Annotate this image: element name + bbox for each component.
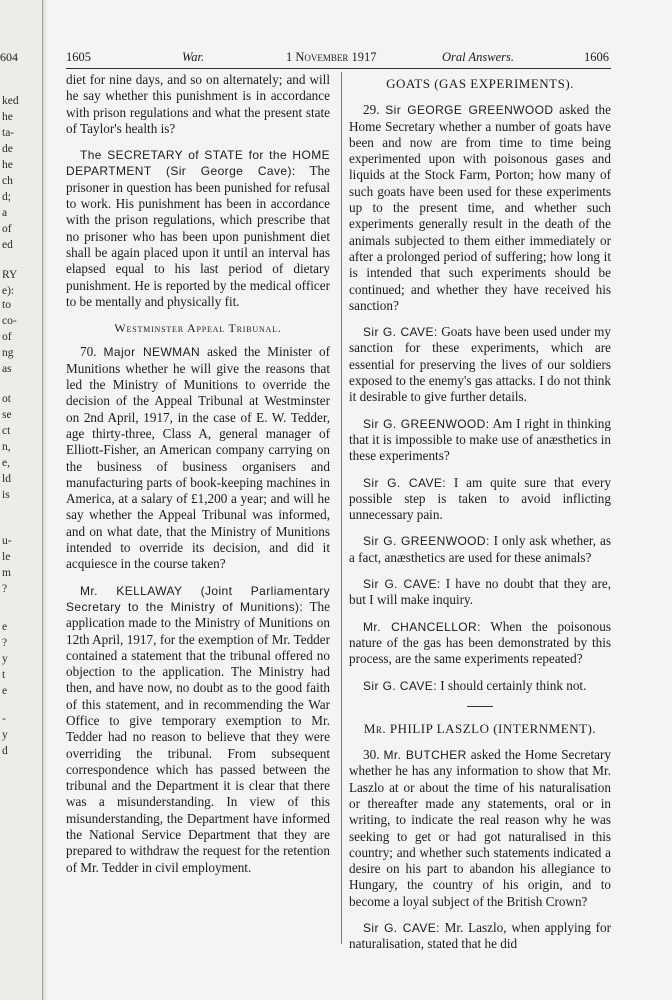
speech-text: Goats have been used under my sanction for these experiments, which are essential for preserving the lives of our soldiers exposed to the enemy's gas attacks. I do not think it desirable to give further details. [349, 324, 611, 405]
previous-page-fragment: d [2, 745, 8, 757]
previous-page-fragment: ? [2, 637, 8, 649]
speech-text: asked the Home Secretary whether he has any information to show that Mr. Laszlo at or about the time of his naturalisation or thereafter made any statements, oral or in writing, to indicate the real reason why he was seeking to get or had got naturalised in this country; and whether such statements indicated a desire on his part to abandon his allegiance to Hungary, the country of his origin, and to become a loyal subject of the British Crown? [349, 747, 612, 909]
speaker: Sir G. CAVE: [363, 577, 441, 592]
paragraph [349, 576, 611, 609]
paragraph [66, 147, 330, 310]
question-paragraph [66, 344, 330, 572]
previous-page-fragment: as [2, 363, 12, 375]
speech-text: When the poisonous nature of the gas has been demonstrated by this process, are the same experiments repeated? [349, 618, 611, 667]
previous-page-fragment: ed [2, 239, 13, 251]
speech-text: The application made to the Ministry of Munitions on 12th April, 1917, for the exemption of Mr. Tedder contained a statement that the tribunal offered no objection to the application. The Ministry had then, and have now, no doubt as to the good faith of this statement, and in recommending the War Office to give temporary exemption to Mr. Tedder had no reason to believe that they were overriding the tribunal. From subsequent correspondence which has passed between the tribunal and the Department it is clear that there was a misunderstanding. In view of this misunderstanding, the Department have informed the National Service Department that they are prepared to withdraw the request for the retention of Mr. Tedder in civil employment. [66, 598, 330, 875]
speech-text: I am quite sure that every possible step is taken to avoid inflicting unnecessary pain. [349, 474, 611, 523]
paragraph [66, 583, 330, 876]
speech-text: Am I right in thinking that it is impossible to make use of anæsthetics in these experiments? [349, 415, 611, 464]
question-number: 70. [80, 344, 104, 360]
paragraph [349, 533, 611, 566]
question-number: 30. [363, 747, 384, 763]
speaker: Mr. KELLAWAY (Joint Parliamentary Secretary to the Ministry of Munitions): [66, 583, 330, 614]
paragraph [349, 619, 611, 668]
previous-page-fragment: m [2, 567, 11, 579]
speaker: Mr. BUTCHER [383, 748, 467, 763]
page-number-right: 1606 [584, 50, 609, 64]
previous-page-fragment: of [2, 223, 12, 235]
previous-page-fragment: ng [2, 347, 14, 359]
speech-text: Mr. Laszlo, when applying for naturalisation, stated that he did [349, 920, 611, 952]
previous-page-fragment: y [2, 729, 8, 741]
previous-page-fragment: of [2, 331, 12, 343]
speech-text: I only ask whether, as a fact, anæsthetics are used for these animals? [349, 533, 611, 565]
previous-page-fragment: le [2, 551, 11, 563]
column-divider [341, 72, 342, 944]
section-heading: Mr. PHILIP LASZLO (INTERNMENT). [363, 720, 597, 736]
previous-page-fragment: u- [2, 535, 12, 547]
speech-text: I have no doubt that they are, but I will make inquiry. [349, 576, 611, 608]
speech-text: asked the Minister of Munitions whether he will give the reasons that led the Ministry of Munitions to override the decision of the Appeal Tribunal at Westminster on 2nd April, 1917, in the case of E. W. Tedder, age thirty-three, Class A, general manager of Elliott-Fisher, an American company carrying on the business of business organisers and manufacturing parts of book-keeping machines in America, at a salary of £1,200 a year; and will he say whether the Appeal Tribunal was informed, and on what date, that the Ministry of Munitions intended to override its decision, and did it acquiesce in the course taken? [66, 344, 330, 572]
paragraph [349, 920, 611, 953]
paragraph [349, 324, 611, 405]
previous-page-fragment: co- [2, 315, 17, 327]
previous-page-fragment: e): [2, 285, 15, 297]
previous-page-fragment: a [2, 207, 8, 219]
question-number: 29. [363, 102, 386, 118]
speaker: Sir G. CAVE: [363, 678, 437, 693]
previous-page-fragment: to [2, 299, 11, 311]
paragraph: diet for nine days, and so on alternately; and will he say whether this punishment is in accordance with prison regulations and what the present state of Taylor's health is? [66, 72, 330, 136]
speaker: Sir G. CAVE: [363, 921, 440, 936]
previous-page-fragment: e [2, 685, 8, 697]
previous-page-number: 604 [0, 50, 18, 64]
section-heading-text: Westminster Appeal Tribunal. [114, 321, 282, 336]
previous-page-fragment: RY [2, 269, 18, 281]
previous-page-fragment: he [2, 159, 13, 171]
paragraph [349, 416, 611, 465]
previous-page-fragment: ch [2, 175, 13, 187]
header-date: 1 November 1917 [286, 50, 377, 64]
section-divider [467, 706, 493, 707]
header-section: War. [182, 50, 205, 64]
previous-page-fragment: ct [2, 425, 11, 437]
previous-page-fragment: n, [2, 441, 11, 453]
previous-page-fragment: - [2, 713, 6, 725]
speaker: Sir GEORGE GREENWOOD [385, 103, 554, 118]
previous-page-fragment: e, [2, 457, 10, 469]
previous-page-fragment: ot [2, 393, 11, 405]
previous-page-fragment: ? [2, 583, 8, 595]
speaker: Sir G. CAVE: [363, 325, 438, 340]
previous-page-fragment: ked [2, 95, 19, 107]
previous-page-fragment: is [2, 489, 10, 501]
speaker: Sir G. GREENWOOD: [363, 534, 490, 549]
previous-page-fragment: de [2, 143, 13, 155]
section-heading: GOATS (GAS EXPERIMENTS). [386, 76, 574, 91]
speaker: Sir G. GREENWOOD: [363, 416, 490, 431]
right-column [349, 72, 611, 958]
speech-text: The prisoner in question has been punished for refusal to work. His punishment has been in accordance with the prison regulations, which prescribe that no prisoner who has been upon punishment diet shall be again placed upon it until an interval has elapsed equal to his last period of dietary punishment. He is reported by the medical officer to be mentally and physically fit. [66, 163, 331, 309]
page-number-left: 1605 [66, 50, 91, 64]
previous-page-fragment: t [2, 669, 6, 681]
left-column [66, 72, 330, 881]
paragraph [349, 678, 611, 694]
previous-page-fragment: y [2, 653, 8, 665]
speech-text: I should certainly think not. [436, 677, 587, 693]
previous-page-fragment: he [2, 111, 13, 123]
question-paragraph [349, 102, 611, 314]
header-subject: Oral Answers. [442, 50, 515, 64]
speaker: Sir G. CAVE: [363, 475, 447, 490]
speaker: The SECRETARY of STATE for the HOME DEPARTMENT (Sir George Cave): [66, 148, 330, 179]
section-heading [66, 320, 330, 336]
previous-page-fragment: d; [2, 191, 11, 203]
speaker: Mr. CHANCELLOR: [363, 619, 481, 634]
speech-text: asked the Home Secretary whether a number of goats have been and now are from time to time being experimented upon with poisonous gases and liquids at the Stock Farm, Porton; how many of such goats have been used for these experiments up to the present time, and whether such experiments generally result in the death of the animals subjected to them either immediately or after a prolonged period of suffering; how long it is intended that such experiments should be continued; and whether they have received his sanction? [349, 102, 612, 313]
question-paragraph [349, 747, 611, 910]
previous-page-fragment: se [2, 409, 12, 421]
previous-page-edge [0, 0, 43, 1000]
paragraph [349, 475, 611, 524]
speaker: Major NEWMAN [103, 345, 201, 360]
previous-page-fragment: ld [2, 473, 11, 485]
previous-page-fragment: e [2, 621, 8, 633]
header-rule [66, 68, 611, 69]
previous-page-fragment: ta- [2, 127, 15, 139]
